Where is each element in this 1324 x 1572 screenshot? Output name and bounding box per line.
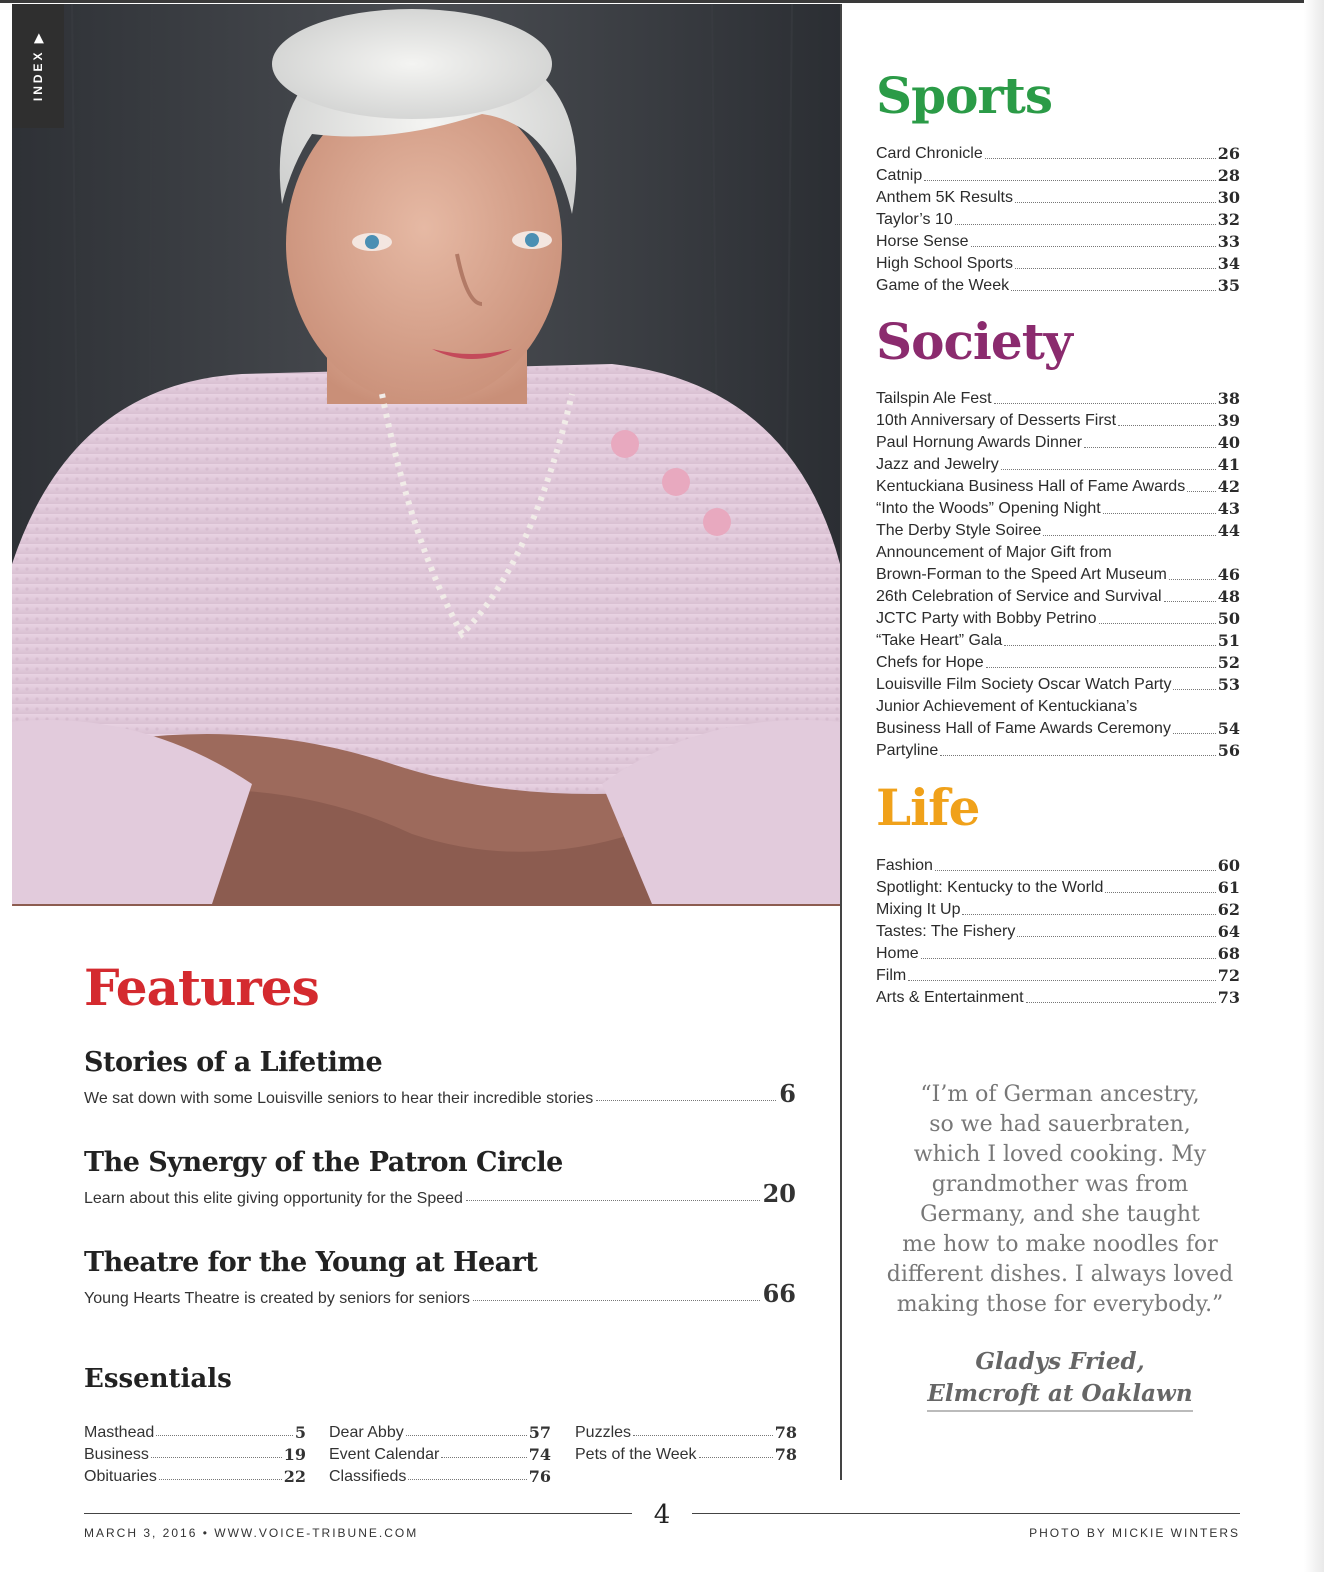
toc-entry-page: 72 xyxy=(1217,966,1240,985)
quote-line: Germany, and she taught xyxy=(920,1202,1200,1227)
essentials-column-1 xyxy=(84,1420,306,1486)
toc-entry-page: 61 xyxy=(1217,878,1240,897)
toc-entry-page: 52 xyxy=(1217,653,1240,672)
toc-entry[interactable] xyxy=(876,921,1240,943)
dot-leader xyxy=(1187,491,1216,492)
toc-entry-title: Dear Abby xyxy=(329,1424,404,1441)
toc-entry[interactable] xyxy=(876,564,1240,586)
toc-entry-page: 50 xyxy=(1217,609,1240,628)
dot-leader xyxy=(466,1200,760,1201)
toc-entry-title: Spotlight: Kentucky to the World xyxy=(876,879,1104,896)
dot-leader xyxy=(1011,290,1216,291)
toc-entry-page: 44 xyxy=(1217,521,1240,540)
toc-entry[interactable] xyxy=(876,987,1240,1009)
feature-title: Stories of a Lifetime xyxy=(84,1047,383,1078)
feature-page: 20 xyxy=(762,1179,796,1208)
toc-entry-title: Brown-Forman to the Speed Art Museum xyxy=(876,566,1167,583)
quote-line: me how to make noodles for xyxy=(902,1232,1218,1257)
dot-leader xyxy=(940,755,1215,756)
dot-leader xyxy=(1004,645,1215,646)
toc-entry-page: 46 xyxy=(1217,565,1240,584)
toc-entry-page: 43 xyxy=(1217,499,1240,518)
toc-entry-title: Film xyxy=(876,967,907,984)
toc-entry-title: Card Chronicle xyxy=(876,145,983,162)
toc-entry-page: 60 xyxy=(1217,856,1240,875)
toc-entry[interactable] xyxy=(876,209,1240,231)
toc-entry-title: Masthead xyxy=(84,1424,155,1441)
dot-leader xyxy=(1099,623,1216,624)
quote-line: so we had sauerbraten, xyxy=(929,1112,1191,1137)
life-list xyxy=(876,855,1240,1009)
dot-leader xyxy=(985,158,1216,159)
toc-entry[interactable] xyxy=(84,1442,306,1464)
toc-entry[interactable] xyxy=(876,187,1240,209)
toc-entry[interactable] xyxy=(876,718,1240,740)
toc-entry-title: Event Calendar xyxy=(329,1446,440,1463)
toc-entry-page: 28 xyxy=(1217,166,1240,185)
toc-entry-title: Business xyxy=(84,1446,149,1463)
dot-leader xyxy=(156,1435,293,1436)
toc-entry-page: 35 xyxy=(1217,276,1240,295)
toc-entry-page: 64 xyxy=(1217,922,1240,941)
page-edge-shadow xyxy=(1304,0,1324,1572)
toc-entry[interactable] xyxy=(329,1464,551,1486)
toc-entry-title: Anthem 5K Results xyxy=(876,189,1013,206)
toc-entry[interactable] xyxy=(876,165,1240,187)
toc-entry-page: 53 xyxy=(1217,675,1240,694)
dot-leader xyxy=(1015,268,1216,269)
dot-leader xyxy=(441,1457,526,1458)
toc-entry[interactable] xyxy=(876,877,1240,899)
feature-item[interactable] xyxy=(84,1246,796,1308)
toc-entry-page: 78 xyxy=(774,1445,797,1464)
quote-line: grandmother was from xyxy=(931,1172,1189,1197)
toc-entry[interactable] xyxy=(876,498,1240,520)
top-rule xyxy=(0,0,1324,3)
toc-entry-page: 32 xyxy=(1217,210,1240,229)
toc-entry-title: “Into the Woods” Opening Night xyxy=(876,500,1101,517)
toc-entry-page: 68 xyxy=(1217,944,1240,963)
quote-author-place: Elmcroft at Oaklawn xyxy=(927,1378,1192,1412)
dot-leader xyxy=(1164,601,1216,602)
toc-entry-page: 54 xyxy=(1217,719,1240,738)
quote-line: making those for everybody.” xyxy=(896,1292,1224,1317)
toc-entry-page: 42 xyxy=(1217,477,1240,496)
toc-entry-title: Business Hall of Fame Awards Ceremony xyxy=(876,720,1171,737)
toc-entry[interactable] xyxy=(876,275,1240,297)
dot-leader xyxy=(1103,513,1216,514)
toc-entry-page: 57 xyxy=(528,1423,551,1442)
toc-entry-title: Pets of the Week xyxy=(575,1446,697,1463)
toc-entry-page: 38 xyxy=(1217,389,1240,408)
toc-entry-title: Fashion xyxy=(876,857,933,874)
dot-leader xyxy=(699,1457,773,1458)
dot-leader xyxy=(924,180,1215,181)
toc-entry-page: 76 xyxy=(528,1467,551,1486)
toc-entry-page: 30 xyxy=(1217,188,1240,207)
feature-title: Theatre for the Young at Heart xyxy=(84,1247,538,1278)
toc-entry-page: 56 xyxy=(1217,741,1240,760)
sports-heading: Sports xyxy=(876,66,1053,125)
toc-entry-title: Classifieds xyxy=(329,1468,407,1485)
footer-rule-left xyxy=(84,1513,632,1514)
toc-entry-page: 5 xyxy=(294,1423,306,1442)
toc-entry-title: Kentuckiana Business Hall of Fame Awards xyxy=(876,478,1186,495)
index-tab-label: INDEX ▶ xyxy=(31,30,45,102)
dot-leader xyxy=(1084,447,1216,448)
dot-leader xyxy=(908,980,1216,981)
quote-author-name: Gladys Fried, xyxy=(975,1348,1145,1375)
sports-list xyxy=(876,143,1240,297)
life-heading: Life xyxy=(876,778,980,837)
toc-entry[interactable] xyxy=(575,1442,797,1464)
footer-date-url: MARCH 3, 2016 • WWW.VOICE-TRIBUNE.COM xyxy=(84,1526,419,1540)
toc-entry[interactable] xyxy=(876,388,1240,410)
dot-leader xyxy=(971,246,1216,247)
dot-leader xyxy=(596,1100,776,1101)
index-tab[interactable] xyxy=(12,4,64,128)
toc-entry[interactable] xyxy=(876,410,1240,432)
dot-leader xyxy=(633,1435,773,1436)
dot-leader xyxy=(1173,733,1216,734)
toc-entry[interactable] xyxy=(876,143,1240,165)
essentials-heading: Essentials xyxy=(84,1364,232,1394)
page-number: 4 xyxy=(653,1500,671,1530)
quote-line: “I’m of German ancestry, xyxy=(920,1082,1200,1107)
toc-entry[interactable] xyxy=(876,943,1240,965)
toc-entry-title: Game of the Week xyxy=(876,277,1010,294)
toc-entry-title: Tailspin Ale Fest xyxy=(876,390,992,407)
dot-leader xyxy=(994,403,1216,404)
toc-entry-title: Tastes: The Fishery xyxy=(876,923,1016,940)
dot-leader xyxy=(935,870,1216,871)
portrait-illustration xyxy=(12,4,840,906)
dot-leader xyxy=(1017,936,1215,937)
toc-entry[interactable] xyxy=(876,899,1240,921)
toc-entry-title: Announcement of Major Gift from xyxy=(876,544,1112,561)
dot-leader xyxy=(408,1479,526,1480)
toc-entry[interactable] xyxy=(876,432,1240,454)
feature-description: Learn about this elite giving opportunity for the Speed xyxy=(84,1190,463,1207)
toc-entry-page: 19 xyxy=(283,1445,306,1464)
toc-entry[interactable] xyxy=(876,855,1240,877)
toc-entry[interactable] xyxy=(876,608,1240,630)
toc-entry-page: 74 xyxy=(528,1445,551,1464)
toc-entry-title: Home xyxy=(876,945,919,962)
society-list xyxy=(876,388,1240,762)
toc-entry-page: 39 xyxy=(1217,411,1240,430)
toc-entry-title: High School Sports xyxy=(876,255,1013,272)
feature-description: Young Hearts Theatre is created by seniors for seniors xyxy=(84,1290,470,1307)
dot-leader xyxy=(1001,469,1216,470)
toc-entry-title: “Take Heart” Gala xyxy=(876,632,1003,649)
toc-entry[interactable] xyxy=(329,1442,551,1464)
toc-entry-page: 40 xyxy=(1217,433,1240,452)
toc-entry[interactable] xyxy=(329,1420,551,1442)
toc-entry[interactable] xyxy=(876,586,1240,608)
dot-leader xyxy=(962,914,1215,915)
dot-leader xyxy=(473,1300,760,1301)
toc-entry-title: Obituaries xyxy=(84,1468,157,1485)
dot-leader xyxy=(1015,202,1216,203)
toc-entry[interactable] xyxy=(876,542,1240,564)
toc-entry[interactable] xyxy=(876,253,1240,275)
toc-entry-title: Louisville Film Society Oscar Watch Party xyxy=(876,676,1172,693)
toc-entry-title: Puzzles xyxy=(575,1424,632,1441)
toc-entry-page: 48 xyxy=(1217,587,1240,606)
dot-leader xyxy=(921,958,1216,959)
toc-entry-title: Partyline xyxy=(876,742,939,759)
toc-entry[interactable] xyxy=(876,476,1240,498)
feature-description: We sat down with some Louisville seniors to hear their incredible stories xyxy=(84,1090,594,1107)
quote-line: different dishes. I always loved xyxy=(886,1262,1234,1287)
toc-entry[interactable] xyxy=(876,520,1240,542)
toc-entry-page: 41 xyxy=(1217,455,1240,474)
toc-entry-title: 10th Anniversary of Desserts First xyxy=(876,412,1117,429)
toc-entry-page: 51 xyxy=(1217,631,1240,650)
feature-page: 6 xyxy=(779,1079,796,1108)
dot-leader xyxy=(986,667,1216,668)
toc-entry[interactable] xyxy=(876,630,1240,652)
dot-leader xyxy=(1173,689,1215,690)
features-heading: Features xyxy=(84,958,319,1017)
quote-line: which I loved cooking. My xyxy=(913,1142,1207,1167)
toc-entry[interactable] xyxy=(575,1420,797,1442)
toc-entry-title: Arts & Entertainment xyxy=(876,989,1024,1006)
toc-entry[interactable] xyxy=(876,231,1240,253)
toc-entry[interactable] xyxy=(876,652,1240,674)
toc-entry-page: 62 xyxy=(1217,900,1240,919)
feature-title: The Synergy of the Patron Circle xyxy=(84,1147,563,1178)
quote-attribution xyxy=(860,1346,1260,1412)
dot-leader xyxy=(159,1479,282,1480)
toc-entry-title: Paul Hornung Awards Dinner xyxy=(876,434,1083,451)
dot-leader xyxy=(1105,892,1215,893)
dot-leader xyxy=(955,224,1216,225)
toc-entry-title: Horse Sense xyxy=(876,233,969,250)
dot-leader xyxy=(1169,579,1216,580)
footer-rule-right xyxy=(692,1513,1240,1514)
toc-entry[interactable] xyxy=(876,454,1240,476)
pull-quote xyxy=(860,1080,1260,1320)
toc-entry-page: 78 xyxy=(774,1423,797,1442)
feature-item[interactable] xyxy=(84,1046,796,1108)
toc-entry[interactable] xyxy=(876,965,1240,987)
dot-leader xyxy=(406,1435,527,1436)
toc-entry-title: Catnip xyxy=(876,167,923,184)
photo-credit: PHOTO BY MICKIE WINTERS xyxy=(1029,1526,1240,1540)
feature-page: 66 xyxy=(762,1279,796,1308)
toc-entry-title: Junior Achievement of Kentuckiana’s xyxy=(876,698,1138,715)
toc-entry[interactable] xyxy=(84,1464,306,1486)
dot-leader xyxy=(1043,535,1215,536)
cover-photo xyxy=(12,4,840,906)
toc-entry[interactable] xyxy=(876,740,1240,762)
column-divider xyxy=(840,4,842,1480)
toc-entry[interactable] xyxy=(84,1420,306,1442)
society-heading: Society xyxy=(876,312,1072,371)
toc-entry-page: 34 xyxy=(1217,254,1240,273)
toc-entry-title: The Derby Style Soiree xyxy=(876,522,1042,539)
toc-entry-title: Jazz and Jewelry xyxy=(876,456,999,473)
toc-entry-title: Taylor’s 10 xyxy=(876,211,953,228)
dot-leader xyxy=(1118,425,1216,426)
dot-leader xyxy=(1026,1002,1216,1003)
toc-entry-title: 26th Celebration of Service and Survival xyxy=(876,588,1162,605)
toc-entry[interactable] xyxy=(876,674,1240,696)
toc-entry[interactable] xyxy=(876,696,1240,718)
essentials-column-2 xyxy=(329,1420,551,1486)
essentials-column-3 xyxy=(575,1420,797,1464)
toc-entry-page: 26 xyxy=(1217,144,1240,163)
feature-item[interactable] xyxy=(84,1146,796,1208)
toc-entry-title: Chefs for Hope xyxy=(876,654,984,671)
toc-entry-page: 73 xyxy=(1217,988,1240,1007)
dot-leader xyxy=(151,1457,282,1458)
toc-entry-title: Mixing It Up xyxy=(876,901,961,918)
toc-entry-page: 22 xyxy=(283,1467,306,1486)
toc-entry-title: JCTC Party with Bobby Petrino xyxy=(876,610,1097,627)
toc-entry-page: 33 xyxy=(1217,232,1240,251)
